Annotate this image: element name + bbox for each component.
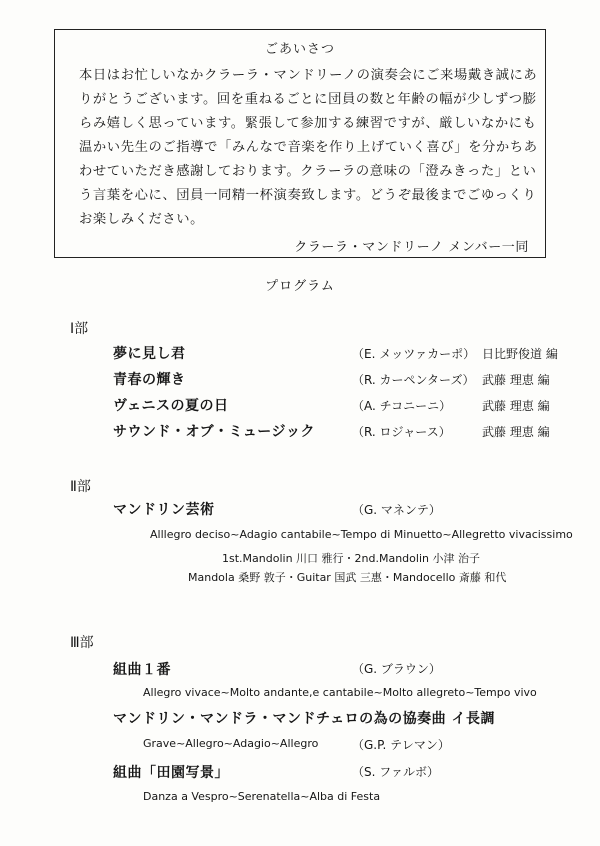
greeting-title: ごあいさつ: [264, 42, 335, 57]
greeting-line: お楽しみください。: [79, 212, 205, 227]
piece-title: サウンド・オブ・ミュージック: [113, 424, 316, 440]
piece-composer: （G. マネンテ）: [352, 503, 441, 517]
piece-composer: （R. カーペンターズ）: [352, 373, 475, 387]
piece-composer: （R. ロジャース）: [352, 425, 451, 439]
piece-movements: Danza a Vespro~Serenatella~Alba di Festa: [143, 790, 381, 803]
greeting-signature: クラーラ・マンドリーノ メンバー一同: [294, 240, 529, 255]
piece-movements: Grave~Allegro~Adagio~Allegro: [143, 737, 319, 750]
piece-movements: Allegro vivace~Molto andante,e cantabile~Molto allegreto~Tempo vivo: [143, 686, 537, 699]
piece-arranger: 武藤 理恵 編: [482, 425, 550, 439]
piece-composer: （G. ブラウン）: [352, 662, 441, 676]
program-title: プログラム: [265, 279, 335, 294]
greeting-line: わせていただき感謝しております。クラーラの意味の「澄みきった」とい: [79, 164, 537, 179]
piece-composer: （S. ファルボ）: [352, 765, 440, 779]
piece-title: 組曲「田園写景」: [113, 765, 229, 781]
greeting-line: 温かい先生のご指導で「みんなで音楽を作り上げていく喜び」を分かちあ: [79, 140, 538, 155]
piece-composer: （G.P. テレマン）: [352, 738, 450, 752]
greeting-line: う言葉を心に、団員一同精一杯演奏致します。どうぞ最後までごゆっくり: [79, 188, 537, 203]
piece-title: マンドリン芸術: [113, 502, 215, 518]
piece-arranger: 武藤 理恵 編: [482, 373, 550, 387]
piece-title: 組曲１番: [113, 662, 171, 678]
piece-arranger: 武藤 理恵 編: [482, 399, 550, 413]
greeting-line: らみ嬉しく思っています。緊張して参加する練習ですが、厳しいなかにも: [79, 116, 537, 131]
greeting-box: [54, 29, 546, 258]
piece-title: ヴェニスの夏の日: [113, 398, 229, 414]
soloists-line: 1st.Mandolin 川口 雅行・2nd.Mandolin 小津 治子: [222, 552, 480, 565]
soloists-line: Mandola 桑野 敦子・Guitar 国武 三惠・Mandocello 斎藤 和代: [188, 571, 507, 584]
piece-arranger: 日比野俊道 編: [482, 347, 558, 361]
piece-title: 青春の輝き: [113, 372, 186, 388]
part2-heading: Ⅱ部: [70, 479, 91, 495]
greeting-line: りがとうございます。回を重ねるごとに団員の数と年齢の幅が少しずつ膨: [79, 92, 537, 107]
part3-heading: Ⅲ部: [70, 635, 94, 651]
piece-title: 夢に見し君: [113, 346, 186, 362]
piece-movements: Alllegro deciso~Adagio cantabile~Tempo di Minuetto~Allegretto vivacissimo: [150, 528, 573, 541]
part1-heading: Ⅰ部: [70, 321, 89, 337]
piece-composer: （E. メッツァカーポ）: [352, 347, 476, 361]
piece-title: マンドリン・マンドラ・マンドチェロの為の協奏曲 イ長調: [113, 711, 495, 727]
greeting-line: 本日はお忙しいなかクラーラ・マンドリーノの演奏会にご来場戴き誠にあ: [79, 68, 538, 83]
piece-composer: （A. チコニーニ）: [352, 399, 452, 413]
